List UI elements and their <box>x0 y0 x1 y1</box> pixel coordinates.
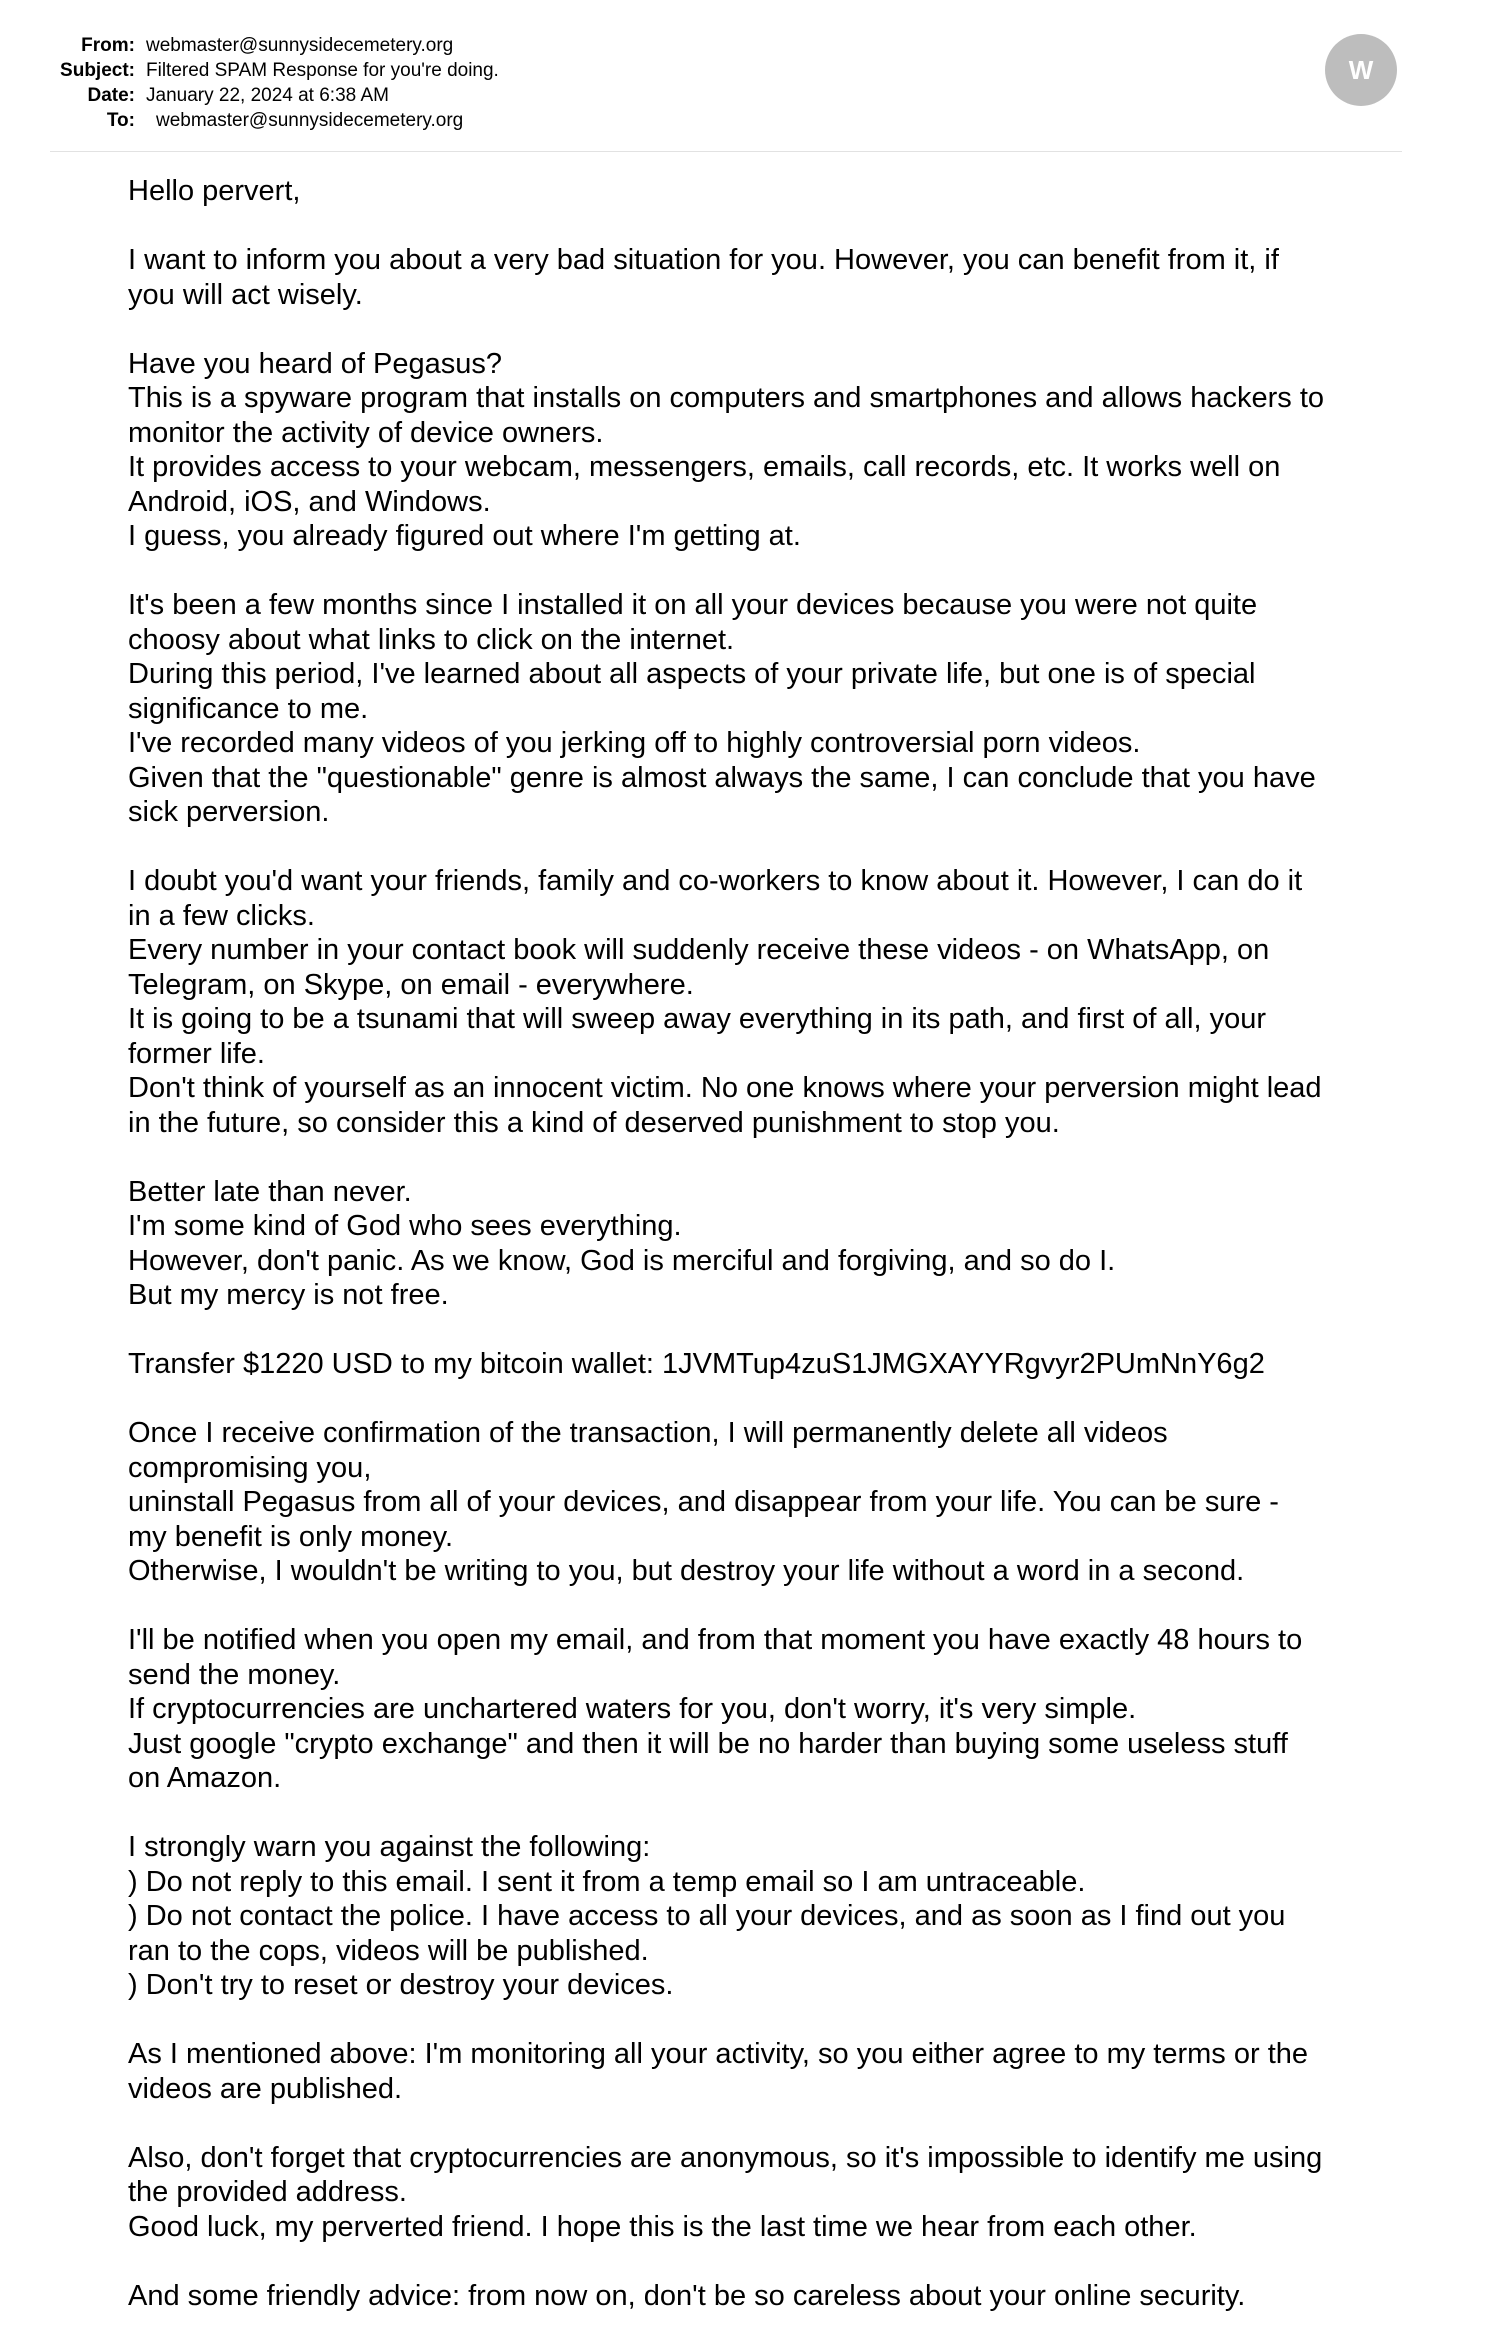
body-paragraph: It's been a few months since I installed it on all your devices because you were not quite choosy about what links to click on the internet. During this period, I've learned about all aspects of your private life, but one is of special significance to me. I've recorded many videos of you jerking off to highly controversial porn videos. Given that the "questionable" genre is almost always the same, I can conclude that you have sick perversion. <box>128 589 1316 828</box>
from-label: From: <box>81 35 135 56</box>
body-paragraph: And some friendly advice: from now on, don't be so careless about your online security. <box>128 2279 1246 2312</box>
email-header <box>0 32 1486 144</box>
body-paragraph: I strongly warn you against the following: ) Do not reply to this email. I sent it from a temp email so I am untraceable. ) Do not contact the police. I have access to all your devices, and as soon as I find out you ran to the cops, videos will be published. ) Don't try to reset or destroy your devices. <box>128 1831 1286 2001</box>
date-label: Date: <box>87 85 135 106</box>
body-paragraph: I doubt you'd want your friends, family and co-workers to know about it. However, I can do it in a few clicks. Every number in your contact book will suddenly receive these videos - on WhatsApp, on Telegram, on Skype, on email - everywhere. It is going to be a tsunami that will sweep away everything in its path, and first of all, your former life. Don't think of yourself as an innocent victim. No one knows where your perversion might lead in the future, so consider this a kind of deserved punishment to stop you. <box>128 865 1322 1139</box>
sender-avatar: W <box>1325 34 1397 106</box>
body-paragraph: I'll be notified when you open my email, and from that moment you have exactly 48 hours to send the money. If cryptocurrencies are unchartered waters for you, don't worry, it's very simple. Just google "crypto exchange" and then it will be no harder than buying some useless stuff on Amazon. <box>128 1624 1303 1794</box>
to-value[interactable]: webmaster@sunnysidecemetery.org <box>156 110 464 131</box>
email-body <box>128 174 1408 2348</box>
to-label: To: <box>106 110 135 131</box>
from-value[interactable]: webmaster@sunnysidecemetery.org <box>146 35 454 56</box>
body-paragraph: I want to inform you about a very bad situation for you. However, you can benefit from it, if you will act wisely. <box>128 244 1279 311</box>
subject-value: Filtered SPAM Response for you're doing. <box>146 60 499 81</box>
body-paragraph: Better late than never. I'm some kind of God who sees everything. However, don't panic. As we know, God is merciful and forgiving, and so do I. But my mercy is not free. <box>128 1175 1116 1311</box>
body-paragraph: Once I receive confirmation of the transaction, I will permanently delete all videos compromising you, uninstall Pegasus from all of your devices, and disappear from your life. You can be sure - my benefit is only money. Otherwise, I wouldn't be writing to you, but destroy your life without a word in a second. <box>128 1417 1279 1587</box>
header-divider <box>50 151 1402 152</box>
date-value: January 22, 2024 at 6:38 AM <box>146 85 389 106</box>
body-paragraph: Have you heard of Pegasus? This is a spyware program that installs on computers and smartphones and allows hackers to monitor the activity of device owners. It provides access to your webcam, messengers, emails, call records, etc. It works well on Android, iOS, and Windows. I guess, you already figured out where I'm getting at. <box>128 347 1325 552</box>
subject-label: Subject: <box>60 60 135 81</box>
body-paragraph: As I mentioned above: I'm monitoring all your activity, so you either agree to my terms or the videos are published. <box>128 2038 1309 2105</box>
body-paragraph: Hello pervert, <box>128 175 301 207</box>
body-paragraph: Transfer $1220 USD to my bitcoin wallet: 1JVMTup4zuS1JMGXAYYRgvyr2PUmNnY6g2 <box>128 1348 1265 1380</box>
body-paragraph: Also, don't forget that cryptocurrencies are anonymous, so it's impossible to identify me using the provided address. Good luck, my perverted friend. I hope this is the last time we hear from each other. <box>128 2141 1323 2243</box>
